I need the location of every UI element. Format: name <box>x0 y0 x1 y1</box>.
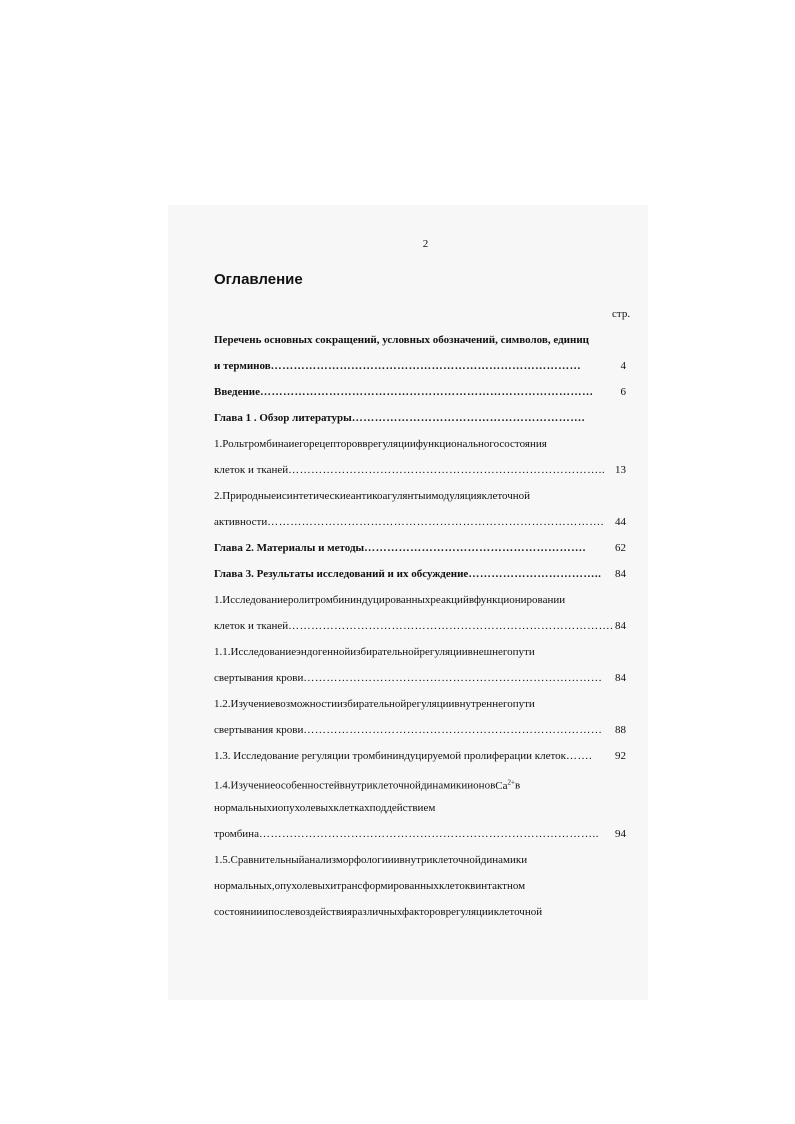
toc-word: 2. <box>214 490 223 502</box>
toc-word: модуляция <box>431 490 482 502</box>
toc-entry-text <box>214 489 606 503</box>
toc-word: клеток <box>438 880 471 892</box>
toc-word: синтетические <box>281 490 351 502</box>
toc-word: динамики <box>480 854 528 866</box>
toc-word: опухолевых <box>274 880 331 892</box>
toc-entry <box>214 775 634 793</box>
toc-entry-text: Введение <box>214 386 261 398</box>
toc-entry-text: Глава 1 . Обзор литературы <box>214 412 352 424</box>
toc-entry <box>214 359 634 373</box>
toc-word: регуляции <box>419 646 468 658</box>
toc-word: в <box>362 438 368 450</box>
toc-word: и <box>330 880 337 892</box>
toc-leader-dots: …………………………………………………………………………. <box>288 620 614 632</box>
toc-entry <box>214 567 634 581</box>
toc-page-number: 88 <box>615 724 626 736</box>
toc-word: факторов <box>402 906 446 918</box>
toc-word: Изучение <box>230 779 276 792</box>
toc-page-number: 13 <box>615 464 626 476</box>
page-title: Оглавление <box>214 271 303 288</box>
toc-word: нормальных <box>214 802 272 814</box>
toc-word: воздействия <box>295 906 352 918</box>
toc-leader-dots: ……………………………………………………………………………. <box>267 516 604 528</box>
page-number: 2 <box>422 238 429 250</box>
toc-entry <box>214 385 634 399</box>
toc-entry-text: Глава 2. Материалы и методы <box>214 542 365 554</box>
toc-entry <box>214 879 634 893</box>
toc-word: различных <box>352 906 402 918</box>
toc-word: избирательной <box>336 698 407 710</box>
toc-entry <box>214 619 634 633</box>
toc-word: функционального <box>415 438 500 450</box>
toc-word: и <box>425 490 432 502</box>
toc-word: и <box>262 906 269 918</box>
toc-leader-dots: ……………………………………………………………………… <box>270 360 582 372</box>
toc-entry-text: 1.3. Исследование регуляции тромбининдуцируемой пролиферации клеток <box>214 750 567 762</box>
toc-entry <box>214 489 634 503</box>
toc-entry-text <box>214 853 606 867</box>
toc-page-number: 44 <box>615 516 626 528</box>
toc-entry-text <box>214 775 606 793</box>
toc-word: морфологии <box>335 854 394 866</box>
toc-word: его <box>294 438 310 450</box>
toc-word: клеточной <box>493 906 543 918</box>
toc-word: внутриклеточной <box>399 854 481 866</box>
toc-word: пути <box>512 698 535 710</box>
toc-leader-dots: …………………………………………………………………………… <box>260 386 594 398</box>
toc-entry-text: тромбина <box>214 828 259 840</box>
toc-word: 1. <box>214 438 223 450</box>
toc-leader-dots: …………………………………………………………………… <box>303 724 603 736</box>
toc-word: эндогенной <box>296 646 351 658</box>
toc-word: тромбина <box>243 438 289 450</box>
page-column-label: стр. <box>612 308 631 320</box>
toc-word: Исследование <box>230 646 297 658</box>
toc-word: внешнего <box>467 646 513 658</box>
toc-entry <box>214 593 634 607</box>
toc-entry-text: и терминов <box>214 360 271 372</box>
toc-word: внутриклеточной <box>339 779 421 792</box>
toc-word: 1.5. <box>214 854 231 866</box>
toc-leader-dots: …………………………….. <box>468 568 602 580</box>
toc-entry <box>214 749 634 763</box>
toc-word: регуляции <box>406 698 455 710</box>
toc-word: 1. <box>214 594 223 606</box>
toc-word: и <box>276 490 282 502</box>
toc-page-number: 84 <box>615 620 626 632</box>
toc-entry-text <box>214 437 606 451</box>
toc-page-number: 94 <box>615 828 626 840</box>
toc-word: 1.2. <box>214 698 231 710</box>
toc-word: рецепторов <box>309 438 363 450</box>
toc-word: антикоагулянты <box>350 490 426 502</box>
toc-entry <box>214 801 634 815</box>
toc-entry <box>214 541 634 555</box>
superscript: 2+ <box>507 778 515 786</box>
toc-entry-text <box>214 801 606 815</box>
toc-leader-dots: ……………………………………………………………………….. <box>288 464 606 476</box>
toc-word: Изучение <box>230 698 276 710</box>
toc-word: $Ca^{2+}$ <box>495 778 515 792</box>
toc-word: в <box>470 880 476 892</box>
toc-word: роли <box>287 594 311 606</box>
toc-leader-dots: …………………………………………………………………… <box>303 672 603 684</box>
toc-entry <box>214 463 634 477</box>
toc-leader-dots: …………………………………………………………………………….. <box>258 828 599 840</box>
toc-word: динамики <box>420 779 468 792</box>
toc-page-number: 84 <box>615 672 626 684</box>
toc-entry <box>214 411 634 425</box>
toc-leader-dots: ……. <box>566 750 593 762</box>
toc-word: и <box>393 854 400 866</box>
toc-word: состоянии <box>214 906 263 918</box>
toc-leader-dots: …………………………………………………. <box>364 542 586 554</box>
toc-entry-text: свертывания крови <box>214 672 304 684</box>
toc-entry <box>214 645 634 659</box>
toc-word: пути <box>512 646 535 658</box>
toc-word: 1.4. <box>214 779 231 792</box>
toc-entry-text <box>214 697 606 711</box>
toc-entry-text <box>214 905 606 919</box>
toc-word: интактном <box>475 880 526 892</box>
toc-entry <box>214 905 634 919</box>
toc-word: в <box>514 779 521 792</box>
toc-entry <box>214 827 634 841</box>
toc-word: внутреннего <box>454 698 513 710</box>
toc-leader-dots: ……………………………………………………. <box>351 412 585 424</box>
toc-word: функционировании <box>473 594 566 606</box>
toc-word: тромбининдуцированных <box>310 594 431 606</box>
toc-word: Природные <box>222 490 277 502</box>
toc-word: реакций <box>430 594 469 606</box>
toc-entry-text: клеток и тканей <box>214 620 289 632</box>
toc-word: Исследование <box>222 594 288 606</box>
toc-word: и <box>288 438 295 450</box>
toc-entry-text: Глава 3. Результаты исследований и их обсуждение <box>214 568 469 580</box>
toc-word: особенностей <box>275 779 340 792</box>
toc-page-number: 6 <box>620 386 626 398</box>
toc-entry-text <box>214 879 606 893</box>
toc-entry <box>214 333 634 347</box>
toc-word: возможности <box>275 698 337 710</box>
toc-word: под <box>369 802 387 814</box>
toc-word: нормальных, <box>214 880 275 892</box>
toc-entry <box>214 437 634 451</box>
toc-entry-text: активности <box>214 516 268 528</box>
toc-page-number: 92 <box>615 750 626 762</box>
toc-word: 1.1. <box>214 646 231 658</box>
toc-page-number: 4 <box>620 360 626 372</box>
toc-page-number: 84 <box>615 568 626 580</box>
toc-word: Сравнительный <box>230 854 305 866</box>
toc-word: трансформированных <box>336 880 439 892</box>
toc-word: опухолевых <box>277 802 334 814</box>
toc-word: Роль <box>222 438 244 450</box>
toc-word: клетках <box>333 802 370 814</box>
toc-entry <box>214 515 634 529</box>
toc-word: регуляции <box>367 438 416 450</box>
toc-word: клеточной <box>481 490 531 502</box>
toc-word: и <box>271 802 278 814</box>
toc-word: после <box>268 906 296 918</box>
toc-entry <box>214 697 634 711</box>
toc-entry-text <box>214 593 606 607</box>
toc-word: регуляции <box>445 906 494 918</box>
toc-word: ионов <box>467 779 496 792</box>
toc-entry-text <box>214 645 606 659</box>
toc-entry <box>214 671 634 685</box>
toc-word: в <box>468 594 474 606</box>
toc-word: избирательной <box>350 646 420 658</box>
toc-word: действием <box>386 802 436 814</box>
toc-entry-text: Перечень основных сокращений, условных обозначений, символов, единиц <box>214 334 589 346</box>
toc-entry <box>214 853 634 867</box>
toc-entry <box>214 723 634 737</box>
toc-entry-text: свертывания крови <box>214 724 304 736</box>
toc-word: состояния <box>499 438 547 450</box>
toc-page-number: 62 <box>615 542 626 554</box>
toc-entry-text: клеток и тканей <box>214 464 289 476</box>
toc-word: анализ <box>304 854 336 866</box>
